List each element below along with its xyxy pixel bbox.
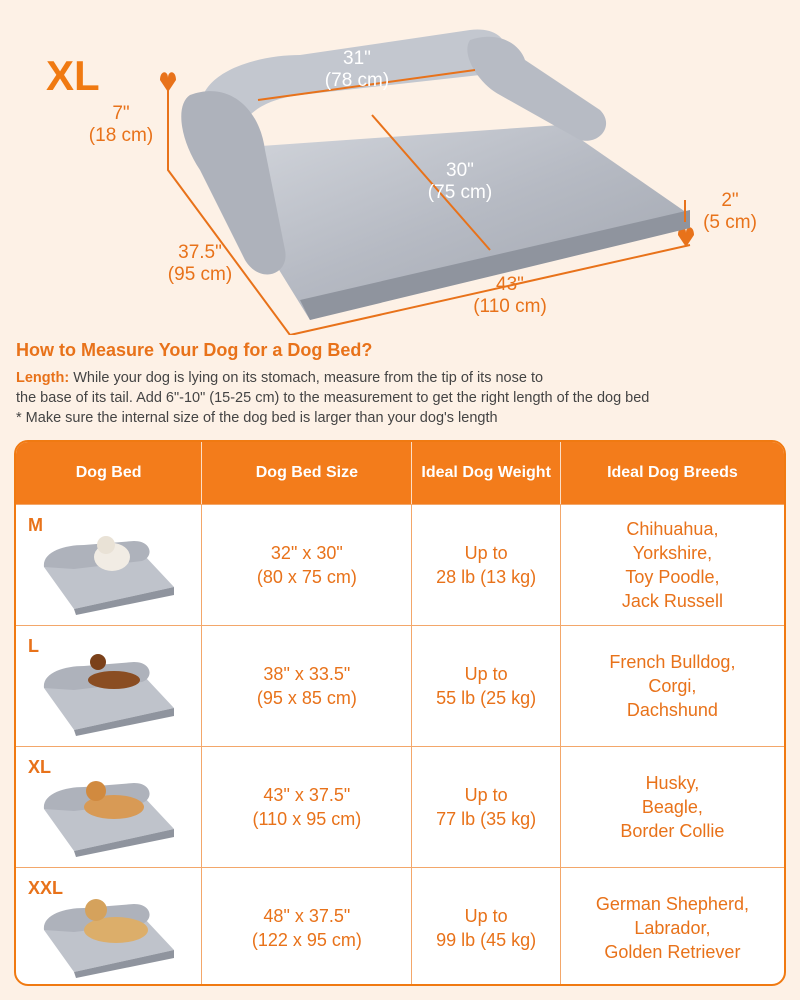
side-cm: (95 cm) xyxy=(167,264,233,285)
header-dog-weight: Ideal Dog Weight xyxy=(412,442,560,504)
size-chart-table xyxy=(14,440,786,986)
length-label: Length: xyxy=(16,370,70,386)
width-in: 43" xyxy=(496,274,524,295)
depth-cm: (75 cm) xyxy=(427,182,493,203)
dog-bed-thumbnail xyxy=(34,890,184,980)
size-cell: 38" x 33.5" (95 x 85 cm) xyxy=(202,626,412,746)
bed-cell xyxy=(16,626,202,746)
width-cm: (110 cm) xyxy=(473,296,547,317)
guide-line-2: the base of its tail. Add 6"-10" (15-25 cm) to the measurement to get the right length of the dog bed xyxy=(16,390,650,406)
table-row xyxy=(16,504,784,625)
table-row xyxy=(16,625,784,746)
height-in: 7" xyxy=(112,103,130,124)
depth-in: 30" xyxy=(446,160,474,181)
breeds-cell: German Shepherd, Labrador, Golden Retriever xyxy=(595,894,749,962)
row-size-label: M xyxy=(28,515,43,535)
hero-section xyxy=(0,0,800,335)
breeds-cell: Husky, Beagle, Border Collie xyxy=(620,773,725,841)
weight-cell: Up to 28 lb (13 kg) xyxy=(412,505,560,625)
length-dimension xyxy=(312,48,402,92)
bed-cell xyxy=(16,868,202,986)
dog-bed-thumbnail xyxy=(34,527,184,617)
size-label: XL xyxy=(46,52,100,99)
length-in: 31" xyxy=(343,48,371,69)
length-cm: (78 cm) xyxy=(324,70,390,91)
size-cell: 48" x 37.5" (122 x 95 cm) xyxy=(202,868,412,986)
table-row xyxy=(16,746,784,867)
row-size-label: XL xyxy=(28,757,52,777)
heart-icon xyxy=(160,72,176,92)
thickness-in: 2" xyxy=(721,190,739,211)
height-dimension xyxy=(76,103,166,147)
row-size-label: L xyxy=(28,636,39,656)
breeds-cell: French Bulldog, Corgi, Dachshund xyxy=(609,652,736,720)
weight-cell: Up to 77 lb (35 kg) xyxy=(412,747,560,867)
depth-dimension xyxy=(410,160,510,204)
bed-cell xyxy=(16,747,202,867)
table-header xyxy=(16,442,784,504)
side-in: 37.5" xyxy=(178,242,222,263)
header-bed-size: Dog Bed Size xyxy=(202,442,412,504)
width-dimension xyxy=(460,274,560,318)
size-cell: 32" x 30" (80 x 75 cm) xyxy=(202,505,412,625)
height-cm: (18 cm) xyxy=(88,125,154,146)
header-dog-breeds: Ideal Dog Breeds xyxy=(607,464,738,481)
bed-right-bolster xyxy=(467,37,606,141)
side-dimension xyxy=(150,242,250,286)
thickness-cm: (5 cm) xyxy=(703,212,757,233)
weight-cell: Up to 55 lb (25 kg) xyxy=(412,626,560,746)
dog-bed-thumbnail xyxy=(34,769,184,859)
header-dog-bed: Dog Bed xyxy=(16,442,202,504)
guide-line-1: Length: While your dog is lying on its stomach, measure from the tip of its nose to xyxy=(16,370,544,386)
guide-note: * Make sure the internal size of the dog bed is larger than your dog's length xyxy=(16,410,498,426)
size-cell: 43" x 37.5" (110 x 95 cm) xyxy=(202,747,412,867)
measure-guide-text xyxy=(16,368,786,428)
breeds-cell: Chihuahua, Yorkshire, Toy Poodle, Jack Russell xyxy=(621,519,723,611)
thickness-dimension xyxy=(690,190,770,234)
weight-cell: Up to 99 lb (45 kg) xyxy=(412,868,560,986)
bed-cell xyxy=(16,505,202,625)
table-row xyxy=(16,867,784,986)
measure-guide-title: How to Measure Your Dog for a Dog Bed? xyxy=(16,340,373,360)
row-size-label: XXL xyxy=(28,878,64,898)
dog-bed-thumbnail xyxy=(34,648,184,738)
